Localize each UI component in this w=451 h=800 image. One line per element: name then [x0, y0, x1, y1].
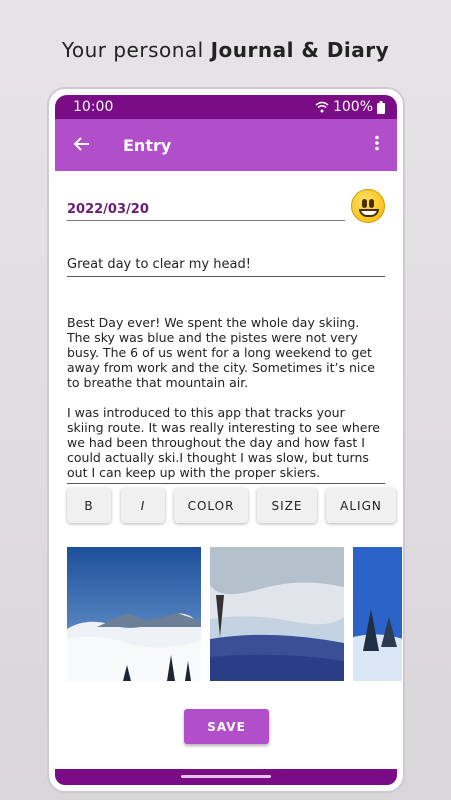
phone-frame: [47, 87, 405, 793]
photo-thumbnail[interactable]: [67, 547, 201, 681]
promo-prefix: Your personal: [61, 38, 211, 62]
battery-icon: [377, 101, 385, 114]
format-toolbar: [67, 488, 405, 524]
page-title: Entry: [123, 135, 172, 155]
emoji-mouth: [359, 209, 379, 217]
more-options-button[interactable]: [357, 135, 397, 155]
status-time: 10:00: [73, 99, 114, 115]
promo-headline: [0, 38, 451, 62]
save-button[interactable]: SAVE: [184, 709, 269, 744]
size-button[interactable]: SIZE: [257, 488, 317, 523]
align-button[interactable]: ALIGN: [326, 488, 396, 523]
gesture-handle[interactable]: [181, 775, 271, 778]
photo-thumbnail[interactable]: [210, 547, 344, 681]
date-field[interactable]: [67, 199, 345, 221]
arrow-left-icon: [72, 136, 90, 152]
status-right: [315, 99, 385, 115]
navigation-bar: [55, 769, 397, 785]
photo-2-image: [210, 547, 344, 681]
photo-thumbnail[interactable]: [353, 547, 402, 681]
grinning-face-icon[interactable]: [351, 189, 385, 223]
bold-button[interactable]: B: [67, 488, 111, 523]
photo-1-image: [67, 547, 201, 681]
app-bar: [55, 119, 397, 171]
photo-gallery: [67, 547, 402, 683]
entry-title-input[interactable]: Great day to clear my head!: [67, 257, 385, 277]
italic-button[interactable]: I: [121, 488, 165, 523]
promo-bold: Journal & Diary: [210, 38, 390, 62]
wifi-icon: [315, 101, 329, 113]
date-value: 2022/03/20: [67, 202, 149, 217]
color-button[interactable]: COLOR: [174, 488, 248, 523]
entry-body-input[interactable]: Best Day ever! We spent the whole day skiing. The sky was blue and the pistes were not very busy. The 6 of us went for a long weekend to get away from work and the city. Sometimes it’s nice to breathe that mountain air. I was introduced to this app that tracks your skiing route. It was really interesting to see where we had been throughout the day and how fast I could actually ski.I thought I was slow, but turns out I can keep up with the proper skiers.: [67, 315, 385, 484]
status-bar: [55, 95, 397, 119]
battery-text: 100%: [332, 99, 373, 115]
back-button[interactable]: [55, 133, 107, 157]
dots-vertical-icon: [374, 135, 380, 151]
photo-3-image: [353, 547, 402, 681]
